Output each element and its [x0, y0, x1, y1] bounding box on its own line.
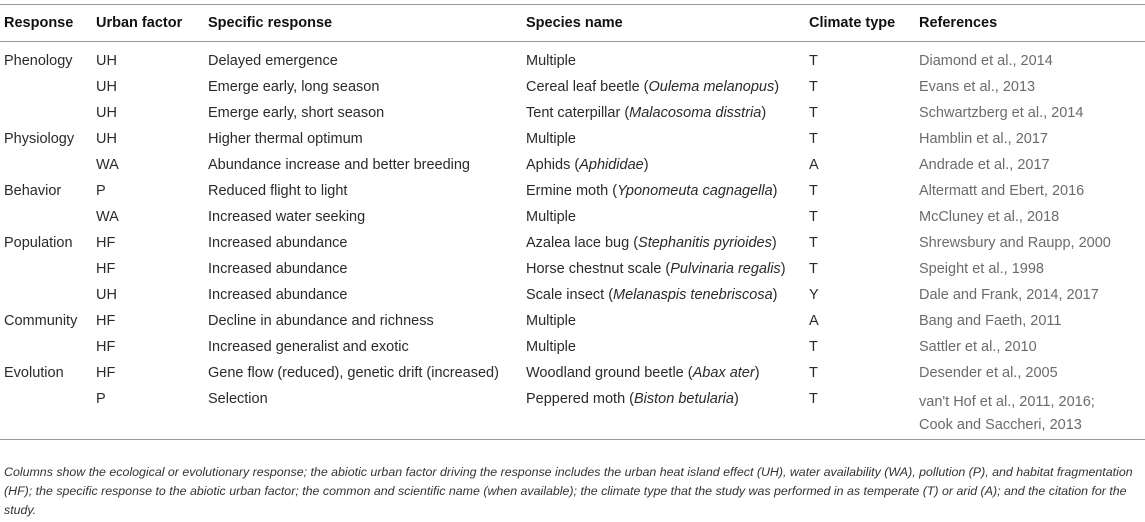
header-climate-type: Climate type [809, 5, 919, 42]
species-close-paren: ) [761, 105, 767, 121]
reference-line: Evans et al., 2013 [919, 79, 1036, 95]
species-common-name: Peppered moth ( [526, 391, 635, 407]
species-common-name: Cereal leaf beetle ( [526, 79, 649, 95]
references-cell [919, 100, 1145, 126]
response-cell [4, 386, 96, 440]
specific-response-cell: Emerge early, short season [208, 105, 385, 121]
table-row [0, 230, 1145, 256]
species-cell [526, 152, 809, 178]
header-specific-response: Specific response [208, 5, 526, 42]
species-close-paren: ) [772, 183, 778, 199]
species-cell [526, 178, 809, 204]
urban-factor-cell: UH [96, 131, 117, 147]
species-common-name: Horse chestnut scale ( [526, 261, 671, 277]
species-scientific-name: Stephanitis pyrioides [638, 235, 772, 251]
table-row [0, 178, 1145, 204]
references-cell [919, 386, 1145, 440]
table-caption: Columns show the ecological or evolutionary response; the abiotic urban factor driving the response includes the urban heat island effect (UH), water availability (WA), pollution (P), and habitat fragmentation (HF); the specific response to the abiotic urban factor; the common and scientific name (when available); the climate type that the study was performed in as temperate (T) or arid (A); and the citation for the study. [4, 465, 1133, 517]
header-urban-factor: Urban factor [96, 5, 208, 42]
references-cell [919, 152, 1145, 178]
table-row [0, 256, 1145, 282]
header-references: References [919, 5, 1145, 42]
table-row [0, 282, 1145, 308]
table-row [0, 100, 1145, 126]
specific-response-cell: Abundance increase and better breeding [208, 157, 470, 173]
urban-factor-cell: WA [96, 209, 119, 225]
response-cell: Evolution [4, 365, 64, 381]
response-cell: Physiology [4, 131, 75, 147]
specific-response-cell: Reduced flight to light [208, 183, 348, 199]
urban-factor-cell: HF [96, 313, 116, 329]
specific-response-cell: Gene flow (reduced), genetic drift (increased) [208, 365, 499, 381]
reference-line: Cook and Saccheri, 2013 [919, 417, 1082, 433]
species-scientific-name: Biston betularia [634, 391, 734, 407]
climate-type-cell: A [809, 157, 819, 173]
table-row [0, 204, 1145, 230]
species-close-paren: ) [733, 391, 739, 407]
reference-line: Speight et al., 1998 [919, 261, 1044, 277]
table-row [0, 360, 1145, 386]
species-cell [526, 308, 809, 334]
species-cell [526, 230, 809, 256]
climate-type-cell: T [809, 105, 818, 121]
references-cell [919, 282, 1145, 308]
species-common-name: Ermine moth ( [526, 183, 618, 199]
species-cell [526, 126, 809, 152]
species-scientific-name: Malacosoma disstria [629, 105, 762, 121]
specific-response-cell: Selection [208, 386, 526, 440]
references-cell [919, 204, 1145, 230]
response-cell: Community [4, 313, 78, 329]
species-cell [526, 282, 809, 308]
specific-response-cell: Emerge early, long season [208, 79, 380, 95]
reference-line: Shrewsbury and Raupp, 2000 [919, 235, 1111, 251]
climate-type-cell: T [809, 235, 818, 251]
species-close-paren: ) [772, 287, 778, 303]
species-scientific-name: Pulvinaria regalis [670, 261, 781, 277]
climate-type-cell: T [809, 53, 818, 69]
specific-response-cell: Increased abundance [208, 261, 348, 277]
species-cell [526, 204, 809, 230]
species-cell [526, 386, 809, 440]
climate-type-cell: T [809, 79, 818, 95]
specific-response-cell: Increased generalist and exotic [208, 339, 409, 355]
response-cell [4, 334, 96, 360]
species-scientific-name: Yponomeuta cagnagella [617, 183, 773, 199]
climate-type-cell: T [809, 261, 818, 277]
species-common-name: Woodland ground beetle ( [526, 365, 693, 381]
specific-response-cell: Delayed emergence [208, 53, 338, 69]
species-common-name: Multiple [526, 53, 576, 69]
species-scientific-name: Abax ater [692, 365, 755, 381]
response-cell: Behavior [4, 183, 62, 199]
species-common-name: Multiple [526, 313, 576, 329]
reference-line: Desender et al., 2005 [919, 365, 1058, 381]
references-cell [919, 74, 1145, 100]
references-cell [919, 230, 1145, 256]
species-cell [526, 334, 809, 360]
urban-factor-cell: P [96, 386, 208, 440]
climate-type-cell: T [809, 386, 919, 440]
species-scientific-name: Oulema melanopus [648, 79, 775, 95]
climate-type-cell: T [809, 209, 818, 225]
response-cell: Population [4, 235, 73, 251]
references-cell [919, 308, 1145, 334]
reference-line: Sattler et al., 2010 [919, 339, 1037, 355]
response-cell [4, 282, 96, 308]
urban-factor-cell: WA [96, 157, 119, 173]
species-cell [526, 42, 809, 75]
urban-factor-cell: UH [96, 105, 117, 121]
table-row [0, 42, 1145, 75]
species-common-name: Tent caterpillar ( [526, 105, 630, 121]
table-row [0, 152, 1145, 178]
species-close-paren: ) [774, 79, 780, 95]
specific-response-cell: Higher thermal optimum [208, 131, 363, 147]
reference-line: Dale and Frank, 2014, 2017 [919, 287, 1099, 303]
header-species-name: Species name [526, 5, 809, 42]
urban-factor-cell: UH [96, 53, 117, 69]
response-cell [4, 152, 96, 178]
species-common-name: Multiple [526, 131, 576, 147]
table-row [0, 386, 1145, 440]
species-close-paren: ) [754, 365, 760, 381]
species-scientific-name: Aphididae [579, 157, 644, 173]
data-table [0, 4, 1145, 440]
species-cell [526, 74, 809, 100]
species-common-name: Azalea lace bug ( [526, 235, 639, 251]
climate-type-cell: A [809, 313, 819, 329]
species-cell [526, 100, 809, 126]
specific-response-cell: Increased abundance [208, 287, 348, 303]
reference-line: Hamblin et al., 2017 [919, 131, 1048, 147]
urban-factor-cell: HF [96, 339, 116, 355]
urban-factor-cell: HF [96, 365, 116, 381]
table-row [0, 74, 1145, 100]
references-cell [919, 126, 1145, 152]
urban-factor-cell: UH [96, 79, 117, 95]
references-cell [919, 178, 1145, 204]
species-close-paren: ) [780, 261, 786, 277]
species-cell [526, 360, 809, 386]
reference-line: Schwartzberg et al., 2014 [919, 105, 1084, 121]
reference-line: van't Hof et al., 2011, 2016; [919, 394, 1095, 410]
climate-type-cell: T [809, 131, 818, 147]
response-cell [4, 256, 96, 282]
species-common-name: Aphids ( [526, 157, 580, 173]
urban-factor-cell: UH [96, 287, 117, 303]
reference-line: Altermatt and Ebert, 2016 [919, 183, 1085, 199]
reference-line: Diamond et al., 2014 [919, 53, 1053, 69]
table-row [0, 308, 1145, 334]
climate-type-cell: T [809, 183, 818, 199]
climate-type-cell: T [809, 365, 818, 381]
response-cell [4, 204, 96, 230]
climate-type-cell: T [809, 339, 818, 355]
urban-factor-cell: P [96, 183, 106, 199]
urban-factor-cell: HF [96, 261, 116, 277]
urban-factor-cell: HF [96, 235, 116, 251]
species-close-paren: ) [771, 235, 777, 251]
response-cell: Phenology [4, 53, 73, 69]
response-cell [4, 74, 96, 100]
reference-line: Bang and Faeth, 2011 [919, 313, 1062, 329]
references-cell [919, 256, 1145, 282]
references-cell [919, 360, 1145, 386]
species-scientific-name: Melanaspis tenebriscosa [613, 287, 773, 303]
specific-response-cell: Increased water seeking [208, 209, 366, 225]
table-header-row [0, 5, 1145, 42]
table-row [0, 334, 1145, 360]
response-cell [4, 100, 96, 126]
species-common-name: Multiple [526, 339, 576, 355]
species-cell [526, 256, 809, 282]
reference-line: Andrade et al., 2017 [919, 157, 1050, 173]
specific-response-cell: Decline in abundance and richness [208, 313, 434, 329]
climate-type-cell: Y [809, 287, 819, 303]
header-response: Response [4, 5, 96, 42]
species-close-paren: ) [643, 157, 649, 173]
references-cell [919, 42, 1145, 75]
specific-response-cell: Increased abundance [208, 235, 348, 251]
species-common-name: Multiple [526, 209, 576, 225]
table-row [0, 126, 1145, 152]
species-common-name: Scale insect ( [526, 287, 614, 303]
references-cell [919, 334, 1145, 360]
reference-line: McCluney et al., 2018 [919, 209, 1060, 225]
